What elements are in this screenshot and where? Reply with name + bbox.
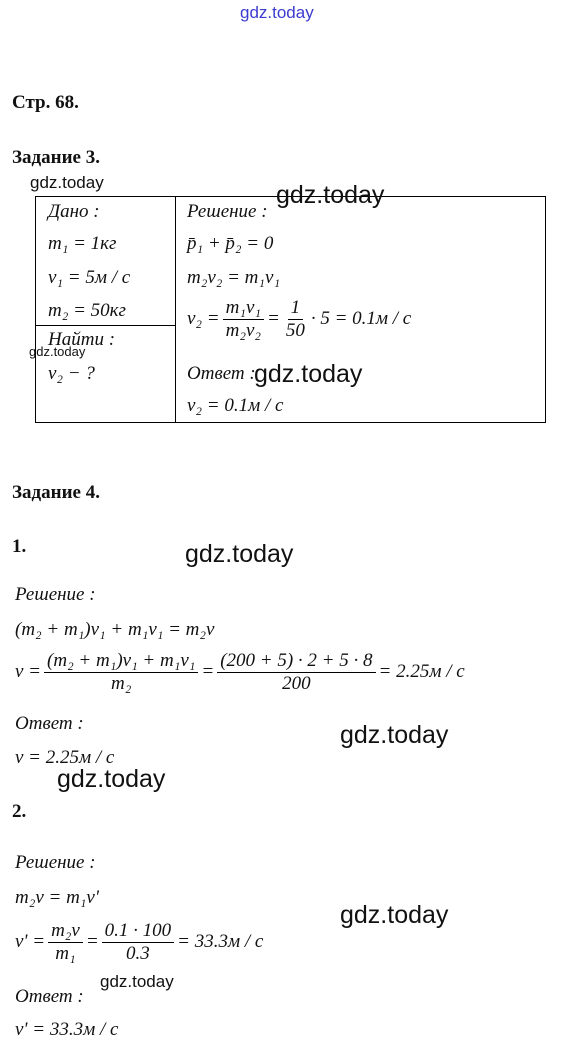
- watermark: gdz.today: [100, 972, 174, 991]
- fraction: [217, 650, 375, 695]
- eq-lhs: v₂ =: [187, 308, 220, 330]
- eq-rest: = 2.25м / с: [378, 661, 465, 683]
- answer-label: Ответ :: [187, 363, 256, 384]
- watermark: gdz.today: [185, 540, 294, 568]
- watermark: gdz.today: [30, 173, 104, 192]
- find-value: v₂ − ?: [48, 363, 95, 384]
- numerator: (200 + 5) · 2 + 5 · 8: [217, 650, 375, 673]
- watermark-top: gdz.today: [240, 3, 314, 22]
- part1-solution-label: Решение :: [15, 584, 96, 605]
- part2-equation-momentum: m₂v = m₁v': [15, 887, 99, 908]
- given-label: Дано :: [48, 201, 100, 222]
- watermark: gdz.today: [254, 360, 363, 388]
- equation-velocity: [187, 297, 411, 342]
- eq-equals: =: [201, 661, 215, 683]
- numerator: 1: [288, 297, 304, 320]
- part1-number: 1.: [12, 536, 27, 557]
- task3-title: Задание 3.: [12, 147, 100, 168]
- equation-momentum-balance: m₂v₂ = m₁v₁: [187, 267, 281, 288]
- denominator: 50: [285, 319, 305, 341]
- part1-answer-value: v = 2.25м / с: [15, 747, 115, 768]
- watermark: gdz.today: [340, 721, 449, 749]
- fraction: [102, 920, 175, 965]
- fraction: [283, 297, 308, 342]
- task3-table: [29, 181, 546, 423]
- watermark: gdz.today: [340, 901, 449, 929]
- part1-equation-momentum: (m₂ + m₁)v₁ + m₁v₁ = m₂v: [15, 619, 215, 640]
- eq-equals: =: [85, 931, 99, 953]
- table-divider-vertical: [175, 197, 176, 422]
- fraction: [223, 297, 264, 342]
- watermark: gdz.today: [276, 181, 385, 209]
- denominator: m₁: [55, 942, 76, 964]
- eq-equals: =: [267, 308, 280, 330]
- denominator: m₂v₂: [225, 319, 261, 341]
- eq-lhs: v =: [15, 661, 42, 683]
- given-v1: v₁ = 5м / с: [48, 267, 131, 288]
- part1-answer-label: Ответ :: [15, 713, 84, 734]
- part2-answer-label: Ответ :: [15, 986, 84, 1007]
- table-divider-horizontal: [36, 325, 175, 326]
- numerator: m₁v₁: [223, 297, 264, 320]
- fraction: [44, 650, 198, 695]
- part2-solution-label: Решение :: [15, 852, 96, 873]
- eq-lhs: v' =: [15, 931, 46, 953]
- numerator: 0.1 · 100: [102, 920, 175, 943]
- fraction: [48, 920, 83, 965]
- denominator: 200: [282, 672, 311, 694]
- denominator: 0.3: [126, 942, 150, 964]
- part2-number: 2.: [12, 801, 27, 822]
- numerator: m₂v: [48, 920, 83, 943]
- equation-momentum-sum: p̄₁ + p̄₂ = 0: [187, 233, 274, 254]
- eq-rest: · 5 = 0.1м / с: [310, 308, 412, 330]
- part1-equation-velocity: [15, 650, 465, 695]
- given-m1: m₁ = 1кг: [48, 233, 117, 254]
- numerator: (m₂ + m₁)v₁ + m₁v₁: [44, 650, 198, 673]
- watermark: gdz.today: [29, 344, 86, 359]
- watermark: gdz.today: [57, 765, 166, 793]
- part2-equation-velocity: [15, 920, 263, 965]
- part2-answer-value: v' = 33.3м / с: [15, 1019, 119, 1040]
- find-label: Найти :: [48, 329, 116, 350]
- denominator: m₂: [111, 672, 132, 694]
- answer-value: v₂ = 0.1м / с: [187, 395, 284, 416]
- eq-rest: = 33.3м / с: [177, 931, 264, 953]
- page-reference: Стр. 68.: [12, 92, 79, 113]
- task4-title: Задание 4.: [12, 482, 100, 503]
- solution-label: Решение :: [187, 201, 268, 222]
- given-m2: m₂ = 50кг: [48, 300, 126, 321]
